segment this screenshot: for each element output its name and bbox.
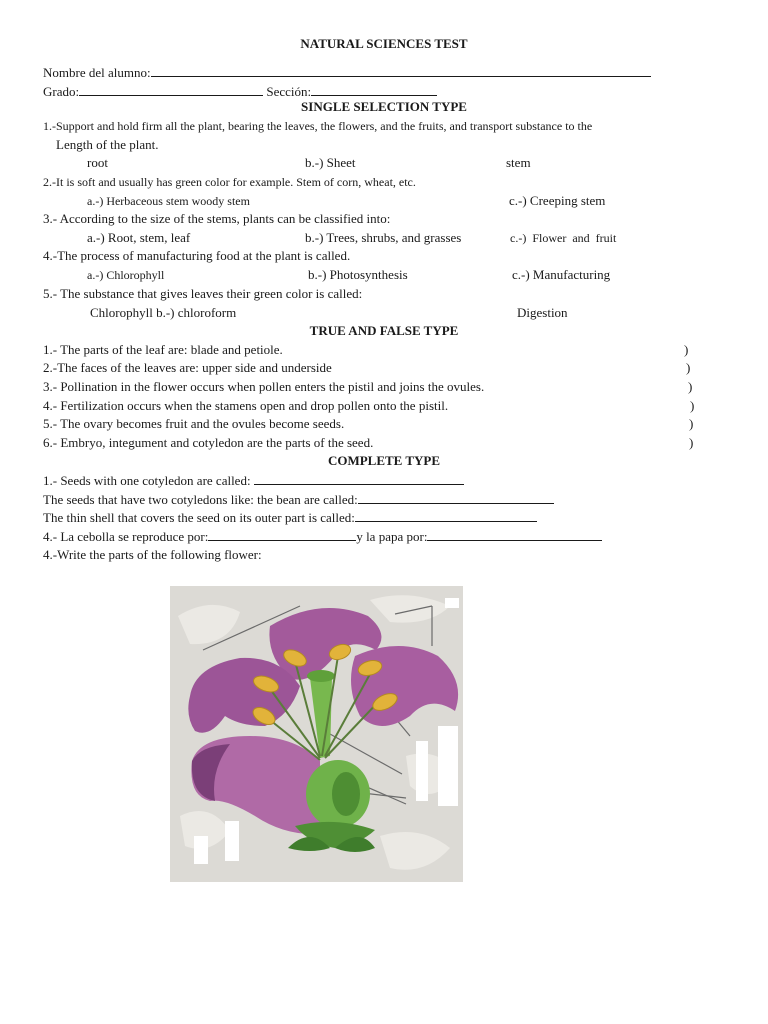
tf-item-3: 3.- Pollination in the flower occurs when pollen enters the pistil and joins the ovules. [43,379,485,394]
q5-text: 5.- The substance that gives leaves their green color is called: [43,286,363,301]
tf-answer-5[interactable]: ) [689,416,694,431]
q3-text: 3.- According to the size of the stems, plants can be classified into: [43,211,391,226]
complete-q2-row [43,491,554,508]
q1-line1: 1.-Support and hold firm all the plant, bearing the leaves, the flowers, and the fruits, and transport substance to the [43,119,593,133]
complete-q4-row [43,528,602,545]
tf-item-5: 5.- The ovary becomes fruit and the ovules become seeds. [43,416,345,431]
test-title: NATURAL SCIENCES TEST [300,36,468,51]
complete-q4-blank-1[interactable] [208,528,356,541]
complete-q3-row [43,509,537,526]
tf-item-6: 6.- Embryo, integument and cotyledon are the parts of the seed. [43,435,374,450]
complete-q5-text: 4.-Write the parts of the following flower: [43,547,262,562]
ovary-highlight [332,772,360,816]
q1-line2: Length of the plant. [56,137,159,152]
complete-q1-text: 1.- Seeds with one cotyledon are called: [43,473,251,488]
single-selection-heading: SINGLE SELECTION TYPE [301,99,467,114]
tf-answer-4[interactable]: ) [690,398,695,413]
q2-option-a[interactable]: a.-) Herbaceous stem woody stem [87,194,250,208]
complete-q3-text: The thin shell that covers the seed on its outer part is called: [43,510,355,525]
complete-q1-blank[interactable] [254,472,464,485]
q2-text: 2.-It is soft and usually has green color for example. Stem of corn, wheat, etc. [43,175,416,189]
grade-label: Grado: [43,84,80,99]
q3-option-a[interactable]: a.-) Root, stem, leaf [87,230,191,245]
complete-q4-blank-2[interactable] [427,528,602,541]
complete-q2-blank[interactable] [358,491,554,504]
complete-q3-blank[interactable] [355,509,537,522]
true-false-heading: TRUE AND FALSE TYPE [309,323,459,338]
complete-q2-text: The seeds that have two cotyledons like: the bean are called: [43,492,358,507]
section-label: Sección: [266,84,312,99]
flower-diagram [170,586,463,882]
stigma [307,670,335,682]
complete-q1-row [43,472,464,489]
complete-q4-part2: y la papa por: [356,529,428,544]
student-name-row [43,64,651,81]
q1-option-b[interactable]: b.-) Sheet [305,155,356,170]
q1-option-a[interactable]: root [87,155,108,170]
q2-option-c[interactable]: c.-) Creeping stem [509,193,606,208]
q5-option-c[interactable]: Digestion [517,305,568,320]
tf-item-1: 1.- The parts of the leaf are: blade and petiole. [43,342,283,357]
tf-item-4: 4.- Fertilization occurs when the stamens open and drop pollen onto the pistil. [43,398,449,413]
q3-option-c[interactable]: c.-) Flower and fruit [510,231,617,245]
tf-answer-3[interactable]: ) [688,379,693,394]
student-name-blank[interactable] [151,64,651,77]
tf-answer-6[interactable]: ) [689,435,694,450]
tf-item-2: 2.-The faces of the leaves are: upper side and underside [43,360,332,375]
grade-section-row [43,83,437,100]
tf-answer-2[interactable]: ) [686,360,691,375]
grade-blank[interactable] [79,83,263,96]
complete-heading: COMPLETE TYPE [327,453,441,468]
q4-option-b[interactable]: b.-) Photosynthesis [308,267,408,282]
section-blank[interactable] [311,83,437,96]
q4-text: 4.-The process of manufacturing food at the plant is called. [43,248,351,263]
tf-answer-1[interactable]: ) [684,342,689,357]
student-name-label: Nombre del alumno: [43,65,151,80]
q4-option-c[interactable]: c.-) Manufacturing [512,267,611,282]
q1-option-c[interactable]: stem [506,155,531,170]
q3-option-b[interactable]: b.-) Trees, shrubs, and grasses [305,230,462,245]
complete-q4-part1: 4.- La cebolla se reproduce por: [43,529,209,544]
q5-option-ab[interactable]: Chlorophyll b.-) chloroform [90,305,237,320]
q4-option-a[interactable]: a.-) Chlorophyll [87,268,165,282]
